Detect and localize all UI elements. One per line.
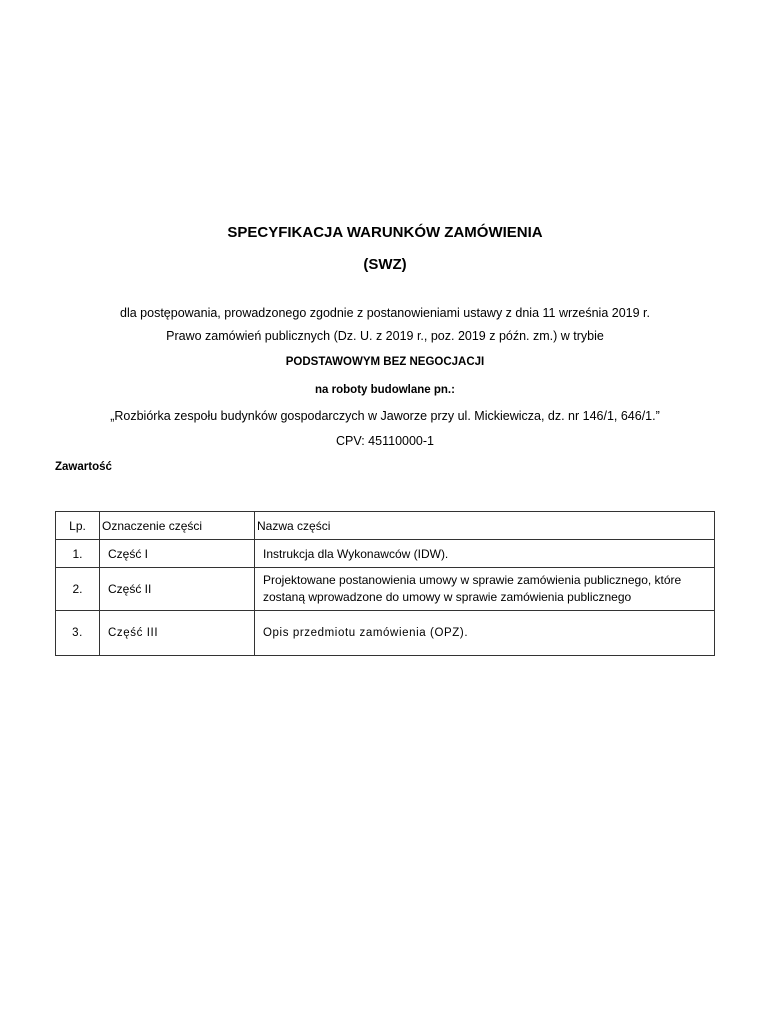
row-part: Część III	[100, 611, 255, 656]
row-part: Część I	[100, 540, 255, 568]
cpv-code: CPV: 45110000-1	[336, 434, 434, 448]
contents-heading: Zawartość	[55, 461, 112, 473]
header-lp: Lp.	[56, 512, 100, 540]
header-name: Nazwa części	[255, 512, 715, 540]
project-name: „Rozbiórka zespołu budynków gospodarczych w Jaworze przy ul. Mickiewicza, dz. nr 146/1, 646/1.”	[110, 409, 660, 423]
parts-table	[55, 511, 715, 656]
document-subtitle: (SWZ)	[363, 256, 407, 273]
row-lp: 3.	[56, 611, 100, 656]
row-name: Projektowane postanowienia umowy w sprawie zamówienia publicznego, które zostaną wprowadzone do umowy w sprawie zamówienia publicznego	[255, 568, 715, 611]
procedure-mode: PODSTAWOWYM BEZ NEGOCJACJI	[285, 356, 485, 368]
row-lp: 1.	[56, 540, 100, 568]
table-row	[56, 568, 715, 611]
table-row	[56, 611, 715, 656]
header-part: Oznaczenie części	[100, 512, 255, 540]
row-part: Część II	[100, 568, 255, 611]
intro-line-1: dla postępowania, prowadzonego zgodnie z postanowieniami ustawy z dnia 11 września 2019 r.	[120, 306, 650, 320]
row-name: Opis przedmiotu zamówienia (OPZ).	[255, 611, 715, 656]
table-row	[56, 540, 715, 568]
row-lp: 2.	[56, 568, 100, 611]
intro-line-2: Prawo zamówień publicznych (Dz. U. z 2019 r., poz. 2019 z późn. zm.) w trybie	[166, 329, 604, 343]
document-title: SPECYFIKACJA WARUNKÓW ZAMÓWIENIA	[227, 224, 543, 241]
works-label: na roboty budowlane pn.:	[315, 384, 455, 396]
row-name: Instrukcja dla Wykonawców (IDW).	[255, 540, 715, 568]
table-header-row	[56, 512, 715, 540]
